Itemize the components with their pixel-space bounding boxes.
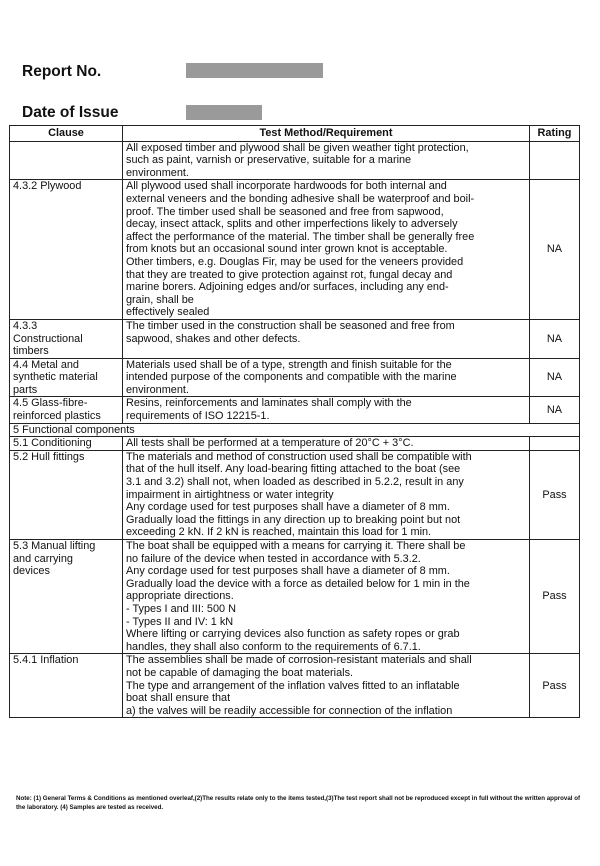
requirement-line: exceeding 2 kN. If 2 kN is reached, maintain this load for 1 min. (126, 526, 432, 539)
requirement-line: Gradually load the fittings in any direction up to breaking point but not (126, 513, 461, 526)
requirements-table (9, 125, 580, 718)
requirement-cell (123, 654, 530, 718)
rating-cell: Pass (530, 540, 580, 654)
clause-line: Constructional (13, 332, 83, 345)
requirement-line: All plywood used shall incorporate hardwoods for both internal and (126, 180, 447, 193)
clause-cell (10, 540, 123, 654)
requirement-line: that of the hull itself. Any load-bearing fitting attached to the boat (see (126, 463, 461, 476)
clause-line: 4.5 Glass-fibre- (13, 397, 88, 410)
rating-cell: NA (530, 397, 580, 423)
table-header-row (10, 126, 580, 142)
requirement-cell (123, 540, 530, 654)
table-body (10, 141, 580, 718)
requirement-cell (123, 397, 530, 423)
requirement-line: Gradually load the device with a force as detailed below for 1 min in the (126, 577, 470, 590)
requirement-line: All tests shall be performed at a temperature of 20°C + 3°C. (126, 437, 414, 450)
table-row (10, 654, 580, 718)
requirement-line: such as paint, varnish or preservative, suitable for a marine (126, 154, 412, 167)
requirement-line: effectively sealed (126, 306, 210, 319)
clause-line: 4.3.3 (13, 319, 38, 332)
clause-cell (10, 654, 123, 718)
requirement-line: a) the valves will be readily accessible for connection of the inflation (126, 704, 453, 717)
requirement-line: Other timbers, e.g. Douglas Fir, may be used for the veneers provided (126, 255, 464, 268)
requirement-line: Resins, reinforcements and laminates shall comply with the (126, 397, 412, 410)
method-column-header: Test Method/Requirement (123, 126, 530, 142)
clause-line: timbers (13, 345, 49, 358)
requirement-line: sapwood, shakes and other defects. (126, 332, 301, 345)
footnote: Note: (1) General Terms & Conditions as mentioned overleaf,(2)The results relate only to the items tested,(3)The test report shall not be reproduced except in full without the written approval of the laboratory. (4) Samples are tested as received. (16, 795, 581, 811)
requirement-line: Any cordage used for test purposes shall have a diameter of 8 mm. (126, 565, 450, 578)
requirement-line: environment. (126, 166, 189, 179)
table-row (10, 141, 580, 180)
requirement-line: requirements of ISO 12215-1. (126, 410, 270, 423)
requirement-line: that they are treated to give protection against rot, fungal decay and (126, 268, 453, 281)
requirement-line: The assemblies shall be made of corrosion-resistant materials and shall (126, 654, 472, 667)
table-row (10, 358, 580, 397)
clause-line: 5.4.1 Inflation (13, 654, 79, 667)
table-row (10, 540, 580, 654)
requirement-cell (123, 141, 530, 180)
requirement-line: decay, insect attack, splits and other imperfections likely to adversely (126, 218, 458, 231)
requirement-line: intended purpose of the components and compatible with the marine (126, 371, 457, 384)
rating-cell (530, 437, 580, 451)
report-no-redacted (186, 63, 323, 78)
rating-cell: NA (530, 358, 580, 397)
requirement-line: - Types I and III: 500 N (126, 602, 236, 615)
requirement-line: The boat shall be equipped with a means for carrying it. There shall be (126, 540, 466, 552)
clause-line: synthetic material (13, 371, 98, 384)
requirement-cell (123, 180, 530, 320)
clause-cell (10, 180, 123, 320)
requirement-line: appropriate directions. (126, 590, 234, 603)
report-no-label: Report No. (22, 63, 102, 80)
rating-column-header: Rating (530, 126, 580, 142)
clause-line: reinforced plastics (13, 410, 101, 423)
clause-line: 4.4 Metal and (13, 358, 79, 371)
requirement-line: environment. (126, 383, 189, 396)
table-row (10, 397, 580, 423)
table-row (10, 450, 580, 539)
requirement-line: external veneers and the bonding adhesive shall be waterproof and boil- (126, 192, 475, 205)
table-row (10, 437, 580, 451)
clause-line: parts (13, 383, 38, 396)
requirement-line: boat shall ensure that (126, 692, 231, 705)
requirement-line: The type and arrangement of the inflation valves fitted to an inflatable (126, 679, 460, 692)
clause-line: devices (13, 565, 50, 578)
requirement-line: Where lifting or carrying devices also function as safety ropes or grab (126, 628, 460, 641)
clause-cell (10, 450, 123, 539)
requirement-line: All exposed timber and plywood shall be given weather tight protection, (126, 141, 469, 154)
requirement-line: impairment in airtightness or water integrity (126, 488, 334, 501)
rating-cell: Pass (530, 654, 580, 718)
table-row (10, 180, 580, 320)
rating-cell: NA (530, 180, 580, 320)
rating-cell (530, 141, 580, 180)
clause-line: 5.1 Conditioning (13, 437, 92, 450)
requirement-line: - Types II and IV: 1 kN (126, 615, 234, 628)
clause-cell (10, 358, 123, 397)
date-of-issue-label: Date of Issue (22, 104, 119, 121)
requirement-line: affect the performance of the material. The timber shall be generally free (126, 230, 475, 243)
requirement-line: not be capable of damaging the boat materials. (126, 666, 354, 679)
table-row (10, 423, 580, 437)
clause-line: and carrying (13, 552, 73, 565)
requirement-cell (123, 319, 530, 358)
table-row (10, 319, 580, 358)
date-of-issue-redacted (186, 105, 262, 120)
requirement-line: handles, they shall also conform to the requirements of 6.7.1. (126, 640, 421, 653)
clause-column-header: Clause (10, 126, 123, 142)
section-heading: 5 Functional components (10, 423, 580, 437)
requirement-line: Materials used shall be of a type, strength and finish suitable for the (126, 358, 452, 371)
clause-line: 5.2 Hull fittings (13, 450, 85, 463)
rating-cell: NA (530, 319, 580, 358)
clause-cell (10, 397, 123, 423)
clause-line: 4.3.2 Plywood (13, 180, 82, 193)
requirement-line: proof. The timber used shall be seasoned and free from sapwood, (126, 205, 444, 218)
requirement-cell (123, 450, 530, 539)
requirement-line: marine borers. Adjoining edges and/or surfaces, including any end- (126, 281, 449, 294)
requirement-cell (123, 358, 530, 397)
requirement-line: 3.1 and 3.2) shall not, when loaded as described in 5.2.2, result in any (126, 476, 464, 489)
requirement-line: The timber used in the construction shall be seasoned and free from (126, 319, 455, 332)
requirement-line: grain, shall be (126, 293, 194, 306)
requirement-line: from knots but an occasional sound inter grown knot is acceptable. (126, 243, 448, 256)
requirement-cell (123, 437, 530, 451)
clause-cell (10, 141, 123, 180)
clause-cell (10, 319, 123, 358)
clause-line: 5.3 Manual lifting (13, 540, 96, 552)
clause-cell (10, 437, 123, 451)
requirement-line: no failure of the device when tested in accordance with 5.3.2. (126, 552, 421, 565)
requirement-line: Any cordage used for test purposes shall have a diameter of 8 mm. (126, 501, 450, 514)
rating-cell: Pass (530, 450, 580, 539)
requirement-line: The materials and method of construction used shall be compatible with (126, 450, 472, 463)
